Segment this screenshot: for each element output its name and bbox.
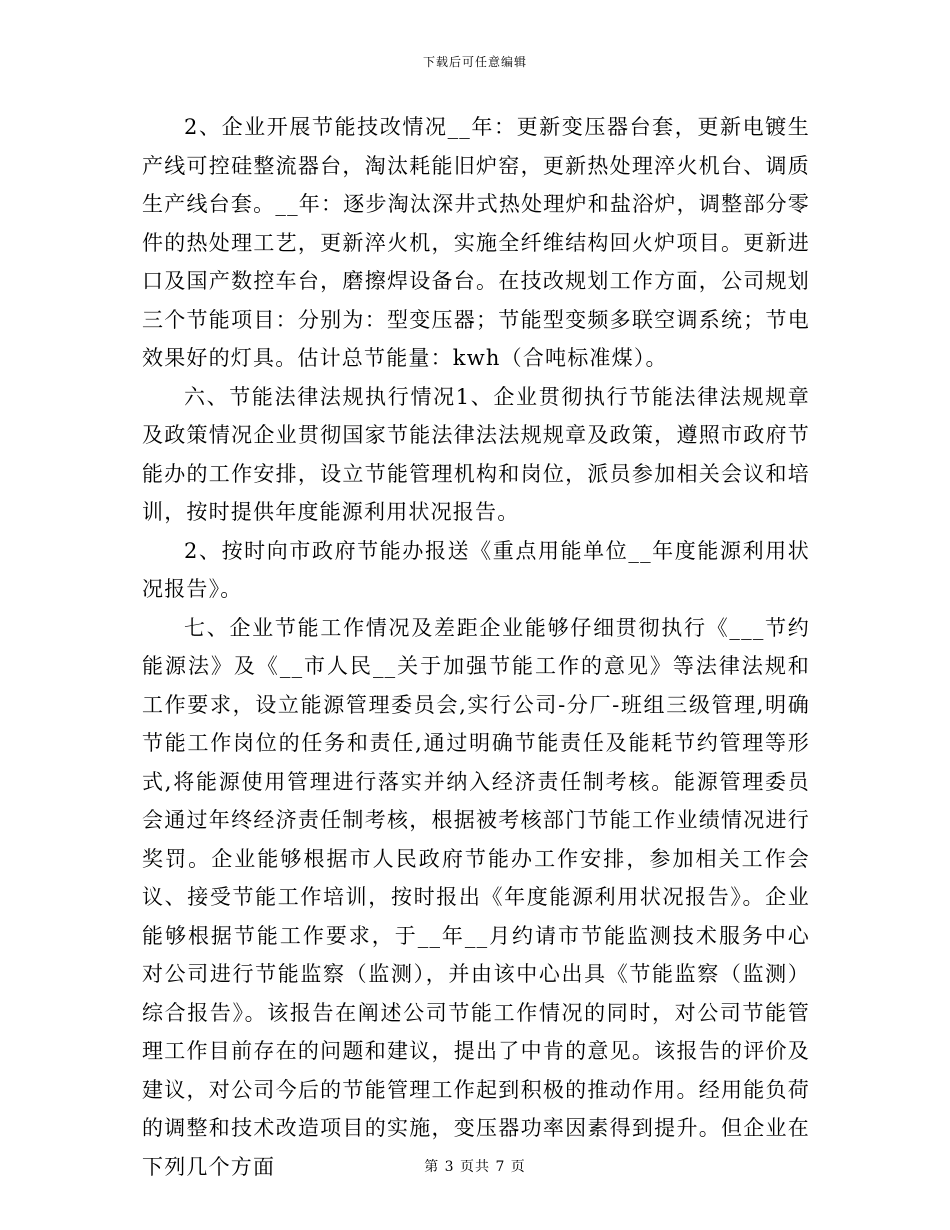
- paragraph-law-compliance: 六、节能法律法规执行情况1、企业贯彻执行节能法律法规规章及政策情况企业贯彻国家节能法律法法规规章及政策，遵照市政府节能办的工作安排，设立节能管理机构和岗位，派员参加相关会议和培训，按时提供年度能源利用状况报告。: [142, 384, 810, 524]
- document-body: [142, 108, 810, 1186]
- page-footer: 第 3 页共 7 页: [424, 1159, 526, 1175]
- paragraph-energy-retrofit: 2、企业开展节能技改情况__年：更新变压器台套，更新电镀生产线可控硅整流器台，淘汰耗能旧炉窑，更新热处理淬火机台、调质生产线台套。__年：逐步淘汰深井式热处理炉和盐浴炉，调整部分零件的热处理工艺，更新淬火机，实施全纤维结构回火炉项目。更新进口及国产数控车台，磨擦焊设备台。在技改规划工作方面，公司规划三个节能项目：分别为：型变压器；节能型变频多联空调系统；节电效果好的灯具。估计总节能量：kwh（合吨标准煤）。: [142, 115, 810, 370]
- page-header: 下载后可任意编辑: [422, 55, 527, 69]
- paragraph-report-submission: 2、按时向市政府节能办报送《重点用能单位__年度能源利用状况报告》。: [142, 538, 810, 601]
- paragraph-energy-work-status: 七、企业节能工作情况及差距企业能够仔细贯彻执行《___节约能源法》及《__市人民__关于加强节能工作的意见》等法律法规和工作要求，设立能源管理委员会,实行公司-分厂-班组三级管理,明确节能工作岗位的任务和责任,通过明确节能责任及能耗节约管理等形式,将能源使用管理进行落实并纳入经济责任制考核。能源管理委员会通过年终经济责任制考核，根据被考核部门节能工作业绩情况进行奖罚。企业能够根据市人民政府节能办工作安排，参加相关工作会议、接受节能工作培训，按时报出《年度能源利用状况报告》。企业能够根据节能工作要求，于__年__月约请市节能监测技术服务中心对公司进行节能监察（监测），并由该中心出具《节能监察（监测）综合报告》。该报告在阐述公司节能工作情况的同时，对公司节能管理工作目前存在的问题和建议，提出了中肯的意见。该报告的评价及建议，对公司今后的节能管理工作起到积极的推动作用。经用能负荷的调整和技术改造项目的实施，变压器功率因素得到提升。但企业在下列几个方面: [142, 615, 810, 1179]
